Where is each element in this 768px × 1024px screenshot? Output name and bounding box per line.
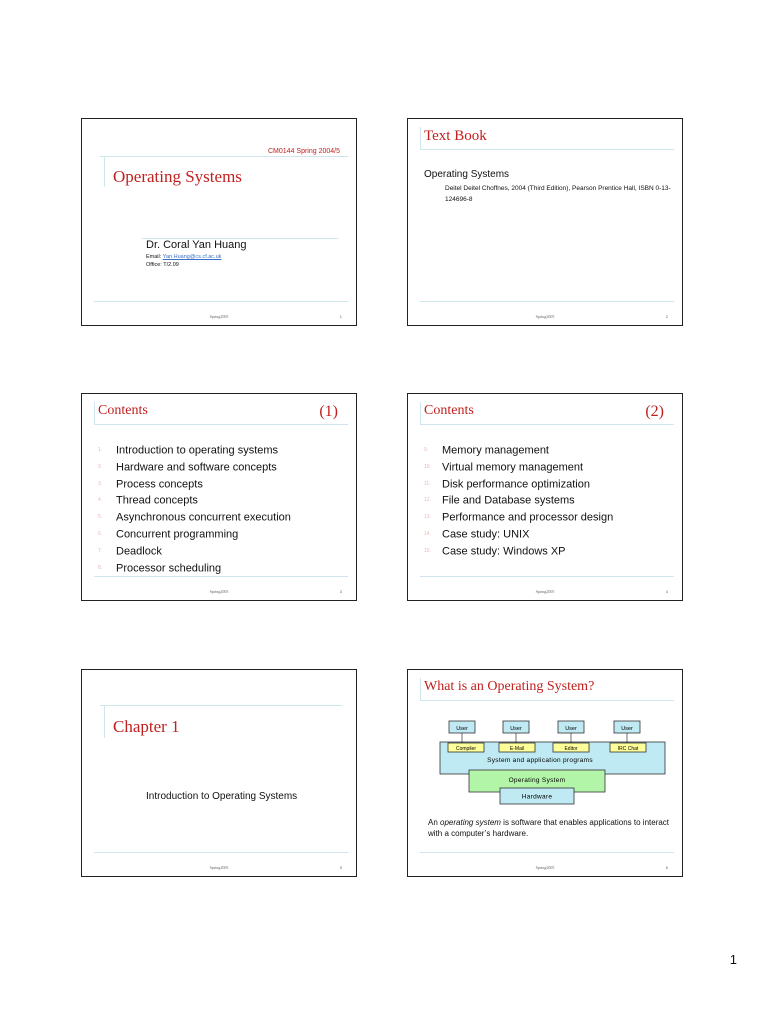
list-item — [424, 526, 613, 543]
list-item — [98, 543, 291, 560]
footer-rule — [94, 576, 348, 577]
footer-rule — [94, 301, 348, 302]
item-text: Virtual memory management — [442, 461, 584, 474]
slide-footer: Spring2005 — [209, 589, 229, 594]
course-code: CM0144 Spring 2004/5 — [268, 148, 340, 155]
slide-subtitle: Introduction to Operating Systems — [146, 791, 298, 802]
slide-footer: Spring2005 — [209, 865, 229, 870]
item-text: Asynchronous concurrent execution — [116, 511, 291, 524]
email-link[interactable]: Yan.Huang@cs.cf.ac.uk — [162, 254, 222, 260]
list-item — [98, 442, 291, 459]
item-number: 14. — [424, 530, 431, 537]
rule — [420, 149, 674, 150]
item-number: 1. — [98, 447, 103, 453]
list-item — [424, 476, 613, 493]
contents-list — [424, 442, 613, 560]
email-line — [146, 254, 221, 260]
user-label: User — [621, 726, 633, 732]
list-item — [98, 560, 291, 577]
item-number: 10. — [424, 463, 431, 470]
slide-title: Chapter 1 — [113, 717, 180, 736]
page-number: 1 — [729, 952, 737, 967]
slide-number: 3 — [339, 589, 342, 594]
rule — [420, 127, 421, 149]
item-number: 7. — [98, 547, 103, 554]
footer-rule — [94, 852, 348, 853]
slide-title: Contents — [424, 403, 474, 418]
slide-title: What is an Operating System? — [424, 679, 595, 694]
item-text: Case study: UNIX — [442, 528, 530, 541]
user-label: User — [456, 726, 468, 732]
item-text: Processor scheduling — [116, 561, 222, 574]
list-item — [424, 442, 613, 459]
list-item — [424, 509, 613, 526]
slide-footer: Spring2005 — [535, 314, 555, 319]
item-text: Introduction to operating systems — [116, 444, 279, 457]
os-layer-diagram — [408, 670, 684, 810]
list-item — [98, 526, 291, 543]
app-label: IRC Chat — [617, 746, 639, 752]
slide-title: Text Book — [424, 128, 487, 144]
book-details: Deitel Deitel Choffnes, 2004 (Third Edition), Pearson Prentice Hall, ISBN 0-13-124696-8 — [445, 185, 671, 203]
rule — [94, 402, 95, 424]
app-label: Compiler — [455, 746, 477, 752]
contents-list — [98, 442, 291, 576]
rule — [100, 156, 348, 157]
rule — [104, 706, 105, 738]
slide-number: 6 — [665, 865, 668, 870]
slide-number: 4 — [665, 589, 668, 594]
slide-number: 1 — [339, 314, 342, 319]
slide-number: 2 — [665, 314, 668, 319]
part-number: (1) — [319, 403, 338, 420]
slide-caption — [428, 817, 673, 839]
item-text: Process concepts — [116, 477, 203, 490]
slide-footer: Spring2005 — [209, 314, 229, 319]
item-number: 4. — [98, 497, 103, 504]
rule — [420, 402, 421, 424]
list-item — [98, 459, 291, 476]
footer-rule — [420, 576, 674, 577]
item-number: 11. — [424, 480, 431, 487]
os-label: Operating System — [508, 777, 566, 784]
part-number: (2) — [645, 403, 664, 420]
caption-emphasis: operating system — [440, 818, 501, 827]
author-name: Dr. Coral Yan Huang — [146, 239, 247, 251]
footer-rule — [420, 852, 674, 853]
rule — [94, 424, 348, 425]
slide-title: Operating Systems — [113, 167, 242, 186]
item-number: 6. — [98, 530, 103, 537]
slide-footer: Spring2005 — [535, 865, 555, 870]
caption-pre: An — [428, 818, 441, 827]
item-text: Case study: Windows XP — [442, 545, 566, 558]
slide-number: 5 — [339, 865, 342, 870]
item-text: Deadlock — [116, 545, 162, 558]
rule — [420, 424, 674, 425]
app-label: E-Mail — [509, 746, 525, 752]
system-programs-label: System and application programs — [487, 757, 593, 764]
book-title: Operating Systems — [424, 169, 510, 180]
item-number: 5. — [98, 514, 103, 521]
list-item — [98, 492, 291, 509]
slide-1 — [81, 118, 357, 326]
user-label: User — [565, 726, 577, 732]
item-text: Performance and processor design — [442, 511, 614, 524]
item-text: Disk performance optimization — [442, 477, 590, 490]
item-number: 9. — [424, 447, 429, 453]
item-text: Memory management — [442, 444, 549, 457]
footer-rule — [420, 301, 674, 302]
user-label: User — [510, 726, 522, 732]
item-text: Hardware and software concepts — [116, 461, 277, 474]
list-item — [424, 543, 613, 560]
item-text: Concurrent programming — [116, 528, 239, 541]
app-label: Editor — [564, 746, 578, 752]
email-label: Email: — [146, 254, 162, 260]
list-item — [424, 492, 613, 509]
item-number: 8. — [98, 564, 103, 571]
item-number: 3. — [98, 480, 103, 487]
slide-title: Contents — [98, 403, 148, 418]
slide-2 — [407, 118, 683, 326]
slide-5 — [81, 669, 357, 877]
caption-post: is software that enables applications to interact with a computer’s hardware. — [428, 818, 670, 838]
item-number: 15. — [424, 547, 431, 554]
slide-footer: Spring2005 — [535, 589, 555, 594]
hardware-label: Hardware — [521, 793, 553, 801]
list-item — [98, 476, 291, 493]
slide-4 — [407, 393, 683, 601]
list-item — [424, 459, 613, 476]
slide-6 — [407, 669, 683, 877]
list-item — [98, 509, 291, 526]
rule — [104, 157, 105, 187]
item-text: Thread concepts — [116, 494, 198, 507]
rule — [100, 705, 342, 706]
item-text: File and Database systems — [442, 494, 575, 507]
slide-3 — [81, 393, 357, 601]
item-number: 13. — [424, 514, 431, 521]
item-number: 2. — [98, 463, 103, 470]
item-number: 12. — [424, 497, 431, 504]
office-line: Office: T/2.09 — [146, 262, 179, 268]
